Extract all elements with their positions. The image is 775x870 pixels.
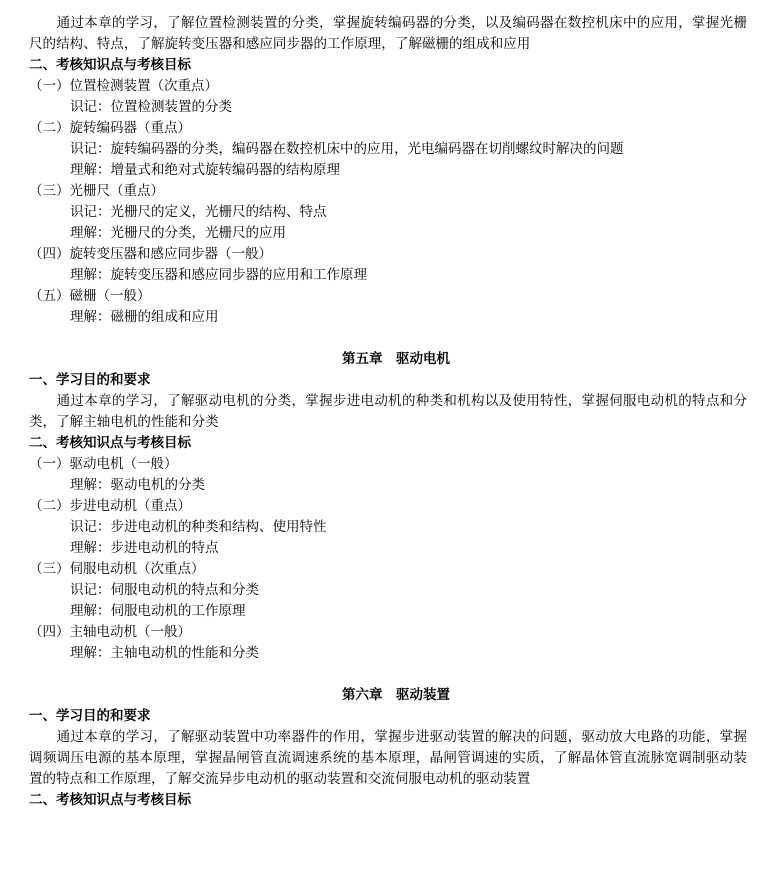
- knowledge-point-detail: 理解：磁栅的组成和应用: [70, 309, 219, 325]
- knowledge-point-detail: 理解：旋转变压器和感应同步器的应用和工作原理: [70, 267, 367, 283]
- knowledge-point-detail: 识记：旋转编码器的分类，编码器在数控机床中的应用，光电编码器在切削螺纹时解决的问题: [70, 141, 624, 157]
- knowledge-point-detail: 识记：光栅尺的定义，光栅尺的结构、特点: [70, 204, 327, 220]
- objectives-paragraph: 通过本章的学习，了解驱动装置中功率器件的作用，掌握步进驱动装置的解决的问题，驱动放大电路的功能，掌握调频调压电源的基本原理，掌握晶闸管直流调速系统的基本原理，晶闸管调速的实质，了解晶体管直流脉宽调制驱动装置的特点和工作原理，了解交流异步电动机的驱动装置和交流伺服电动机的驱动装置: [29, 729, 747, 787]
- section-heading-objectives: 一、学习目的和要求: [29, 708, 151, 724]
- section-heading-assessment: 二、考核知识点与考核目标: [29, 435, 191, 451]
- section-heading-objectives: 一、学习目的和要求: [29, 372, 151, 388]
- knowledge-point-detail: 识记：位置检测装置的分类: [70, 99, 232, 115]
- objectives-paragraph: 通过本章的学习，了解驱动电机的分类，掌握步进电动机的种类和机构以及使用特性，掌握伺服电动机的特点和分类，了解主轴电机的性能和分类: [29, 393, 747, 430]
- section-heading-assessment: 二、考核知识点与考核目标: [29, 792, 191, 808]
- knowledge-point-title: （三）光栅尺（重点）: [29, 183, 164, 199]
- knowledge-point-detail: 理解：主轴电动机的性能和分类: [70, 645, 259, 661]
- knowledge-point-detail: 理解：光栅尺的分类，光栅尺的应用: [70, 225, 286, 241]
- knowledge-point-title: （一）驱动电机（一般）: [29, 456, 178, 472]
- chapter-title-6: 第六章 驱动装置: [342, 687, 450, 703]
- knowledge-point-detail: 识记：伺服电动机的特点和分类: [70, 582, 259, 598]
- knowledge-point-title: （二）步进电动机（重点）: [29, 498, 191, 514]
- knowledge-point-detail: 理解：步进电动机的特点: [70, 540, 219, 556]
- knowledge-point-title: （二）旋转编码器（重点）: [29, 120, 191, 136]
- knowledge-point-title: （一）位置检测装置（次重点）: [29, 78, 218, 94]
- knowledge-point-detail: 理解：驱动电机的分类: [70, 477, 205, 493]
- knowledge-point-title: （四）旋转变压器和感应同步器（一般）: [29, 246, 272, 262]
- knowledge-point-detail: 识记：步进电动机的种类和结构、使用特性: [70, 519, 327, 535]
- knowledge-point-title: （三）伺服电动机（次重点）: [29, 561, 205, 577]
- intro-paragraph: 通过本章的学习，了解位置检测装置的分类，掌握旋转编码器的分类，以及编码器在数控机床中的应用，掌握光栅尺的结构、特点，了解旋转变压器和感应同步器的工作原理，了解磁栅的组成和应用: [29, 15, 747, 52]
- chapter-title-5: 第五章 驱动电机: [342, 351, 450, 367]
- section-heading-assessment: 二、考核知识点与考核目标: [29, 57, 191, 73]
- knowledge-point-detail: 理解：增量式和绝对式旋转编码器的结构原理: [70, 162, 340, 178]
- knowledge-point-detail: 理解：伺服电动机的工作原理: [70, 603, 246, 619]
- knowledge-point-title: （四）主轴电动机（一般）: [29, 624, 191, 640]
- knowledge-point-title: （五）磁栅（一般）: [29, 288, 151, 304]
